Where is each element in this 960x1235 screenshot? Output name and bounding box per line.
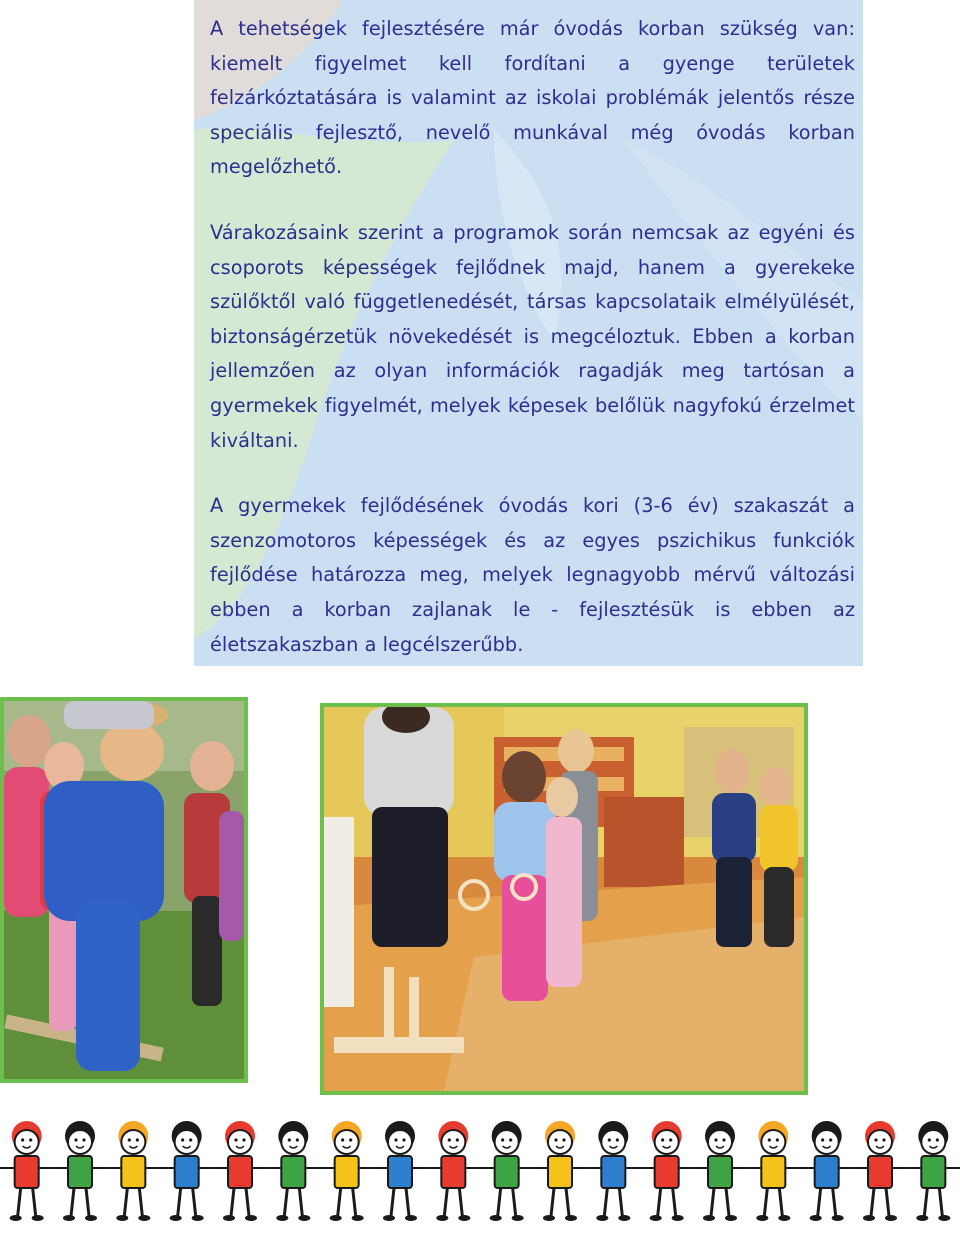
footer-children-decoration [0,1112,960,1231]
cartoon-child-icon [373,1121,426,1221]
outdoor-children-photo [0,697,248,1083]
paragraph-2: Várakozásaink szerint a programok során nemcsak az egyéni és csoporots képességek fejlődnek majd, hanem a gyerekeke szülőktől való függetlenedését, társas kapcsolataik elmélyülését, biztonságérzetük növekedését is megcéloztuk. Ebben a korban jellemzően az olyan információk ragadják meg tartósan a gyermekek figyelmét, melyek képesek belőlük nagyfokú érzelmet kiváltani. [210,220,855,452]
cartoon-child-icon [267,1121,320,1221]
cartoon-child-icon [0,1121,53,1221]
paragraph-1: A tehetségek fejlesztésére már óvodás korban szükség van: kiemelt figyelmet kell fordítani a gyenge területek felzárkóztatására is valamint az iskolai problémák jelentős része speciális fejlesztő, nevelő munkával még óvodás korban megelőzhető. [210,17,855,179]
cartoon-child-icon [107,1121,160,1221]
cartoon-child-icon [800,1121,853,1221]
cartoon-child-icon [213,1121,266,1221]
cartoon-child-icon [693,1121,746,1221]
body-text [210,12,855,666]
cartoon-child-icon [907,1121,960,1221]
cartoon-child-icon [587,1121,640,1221]
cartoon-child-icon [427,1121,480,1221]
text-panel [194,0,863,666]
indoor-children-photo [320,703,808,1095]
cartoon-child-icon [53,1121,106,1221]
cartoon-child-icon [853,1121,906,1221]
cartoon-child-icon [480,1121,533,1221]
cartoon-child-icon [747,1121,800,1221]
cartoon-child-icon [160,1121,213,1221]
cartoon-child-icon [640,1121,693,1221]
cartoon-child-icon [320,1121,373,1221]
paragraph-3: A gyermekek fejlődésének óvodás kori (3-6 év) szakaszát a szenzomotoros képességek és az egyes pszichikus funkciók fejlődése határozza meg, melyek legnagyobb mérvű változási ebben a korban zajlanak le - fejlesztésük is ebben az életszakaszban a legcélszerűbb. [210,494,855,656]
cartoon-child-icon [533,1121,586,1221]
